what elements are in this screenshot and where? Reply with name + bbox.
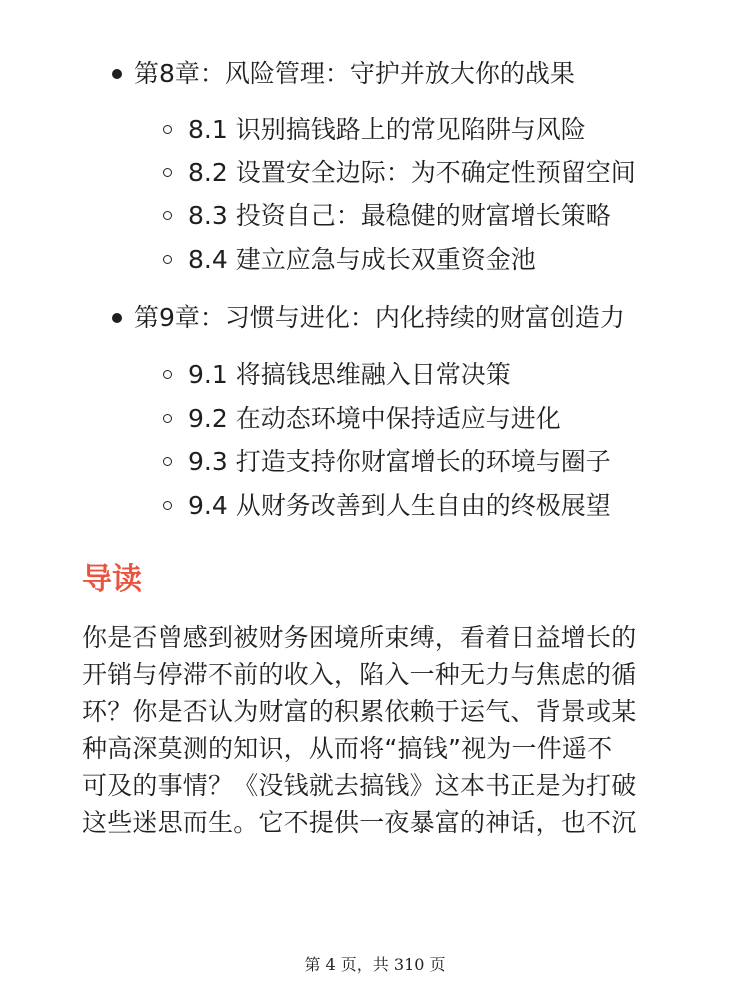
section-title: 9.2 在动态环境中保持适应与进化 [188,404,561,433]
section-title: 8.1 识别搞钱路上的常见陷阱与风险 [188,115,586,144]
hollow-bullet-icon [163,457,172,466]
bullet-icon [112,313,122,323]
section-title: 9.1 将搞钱思维融入日常决策 [188,360,511,389]
hollow-bullet-icon [163,501,172,510]
page-footer: 第 4 页，共 310 页 [304,955,446,974]
chapter-title: 第8章：风险管理：守护并放大你的战果 [134,59,575,88]
bullet-icon [112,69,122,79]
paragraph-line: 环？你是否认为财富的积累依赖于运气、背景或某 [82,697,637,726]
section-title: 9.3 打造支持你财富增长的环境与圈子 [188,447,611,476]
chapter-title: 第9章：习惯与进化：内化持续的财富创造力 [134,303,625,332]
section-title: 8.3 投资自己：最稳健的财富增长策略 [188,201,611,230]
paragraph-line: 种高深莫测的知识，从而将“搞钱”视为一件遥不 [82,734,613,763]
hollow-bullet-icon [163,211,172,220]
hollow-bullet-icon [163,255,172,264]
section-title: 8.2 设置安全边际：为不确定性预留空间 [188,158,636,187]
hollow-bullet-icon [163,168,172,177]
paragraph-line: 这些迷思而生。它不提供一夜暴富的神话，也不沉 [82,808,637,837]
section-title: 9.4 从财务改善到人生自由的终极展望 [188,491,611,520]
section-title: 8.4 建立应急与成长双重资金池 [188,245,536,274]
intro-heading: 导读 [82,562,142,597]
paragraph-line: 可及的事情？《没钱就去搞钱》这本书正是为打破 [82,771,637,800]
paragraph-line: 你是否曾感到被财务困境所束缚，看着日益增长的 [82,623,637,652]
hollow-bullet-icon [163,370,172,379]
hollow-bullet-icon [163,414,172,423]
paragraph-line: 开销与停滞不前的收入，陷入一种无力与焦虑的循 [82,660,637,689]
hollow-bullet-icon [163,125,172,134]
